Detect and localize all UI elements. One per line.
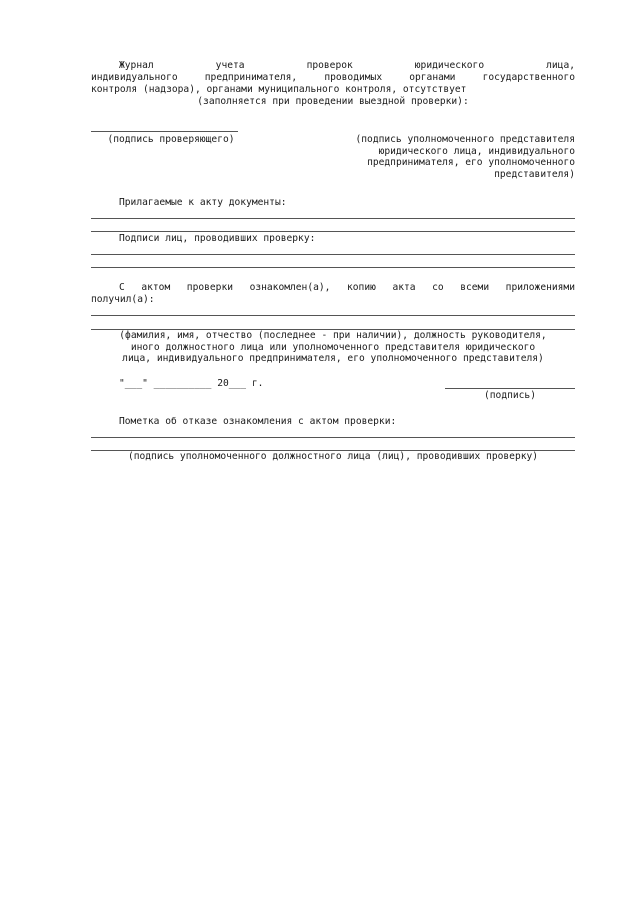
representative-caption-line-2: юридического лица, индивидуального	[378, 145, 575, 157]
journal-line-1: Журнал учета проверок юридического лица,	[119, 60, 575, 71]
inspectors-signatures-line-1	[91, 254, 575, 255]
representative-caption-line-1: (подпись уполномоченного представителя	[355, 134, 575, 145]
attached-documents-label: Прилагаемые к акту документы:	[119, 197, 287, 208]
inspectors-signatures-line-2	[91, 267, 575, 268]
inspector-signature-caption: (подпись проверяющего)	[107, 134, 235, 145]
representative-signature-caption	[318, 134, 575, 180]
inspector-signature-line	[91, 131, 238, 132]
journal-line-2: индивидуального предпринимателя, проводимых органами государственного	[91, 72, 575, 83]
representative-caption-line-3: предпринимателя, его уполномоченного	[367, 157, 575, 169]
journal-line-4: (заполняется при проведении выездной проверки):	[197, 96, 469, 107]
person-caption-line-1: (фамилия, имя, отчество (последнее - при наличии), должность руководителя,	[119, 330, 547, 341]
refusal-line-1	[91, 437, 575, 438]
person-caption-line-3: лица, индивидуального предпринимателя, его уполномоченного представителя)	[122, 353, 544, 365]
refusal-caption: (подпись уполномоченного должностного лица (лиц), проводивших проверку)	[127, 451, 539, 462]
attached-documents-line-2	[91, 231, 575, 232]
representative-caption-line-4: представителя)	[494, 168, 575, 180]
acquainted-line-a	[91, 315, 575, 316]
date-signature-caption: (подпись)	[484, 390, 536, 401]
attached-documents-line-1	[91, 218, 575, 219]
date-line: "___" __________ 20___ г.	[119, 378, 264, 389]
person-caption-line-2: иного должностного лица или уполномоченного представителя юридического	[130, 341, 536, 353]
acquainted-line-1: С актом проверки ознакомлен(а), копию акта со всеми приложениями	[119, 282, 575, 293]
acquainted-line-2: получил(а):	[91, 294, 155, 305]
refusal-label: Пометка об отказе ознакомления с актом проверки:	[119, 416, 397, 427]
inspectors-signatures-label: Подписи лиц, проводивших проверку:	[119, 233, 316, 244]
date-signature-line	[445, 388, 575, 389]
journal-line-3: контроля (надзора), органами муниципального контроля, отсутствует	[91, 84, 467, 95]
person-caption	[91, 330, 575, 365]
